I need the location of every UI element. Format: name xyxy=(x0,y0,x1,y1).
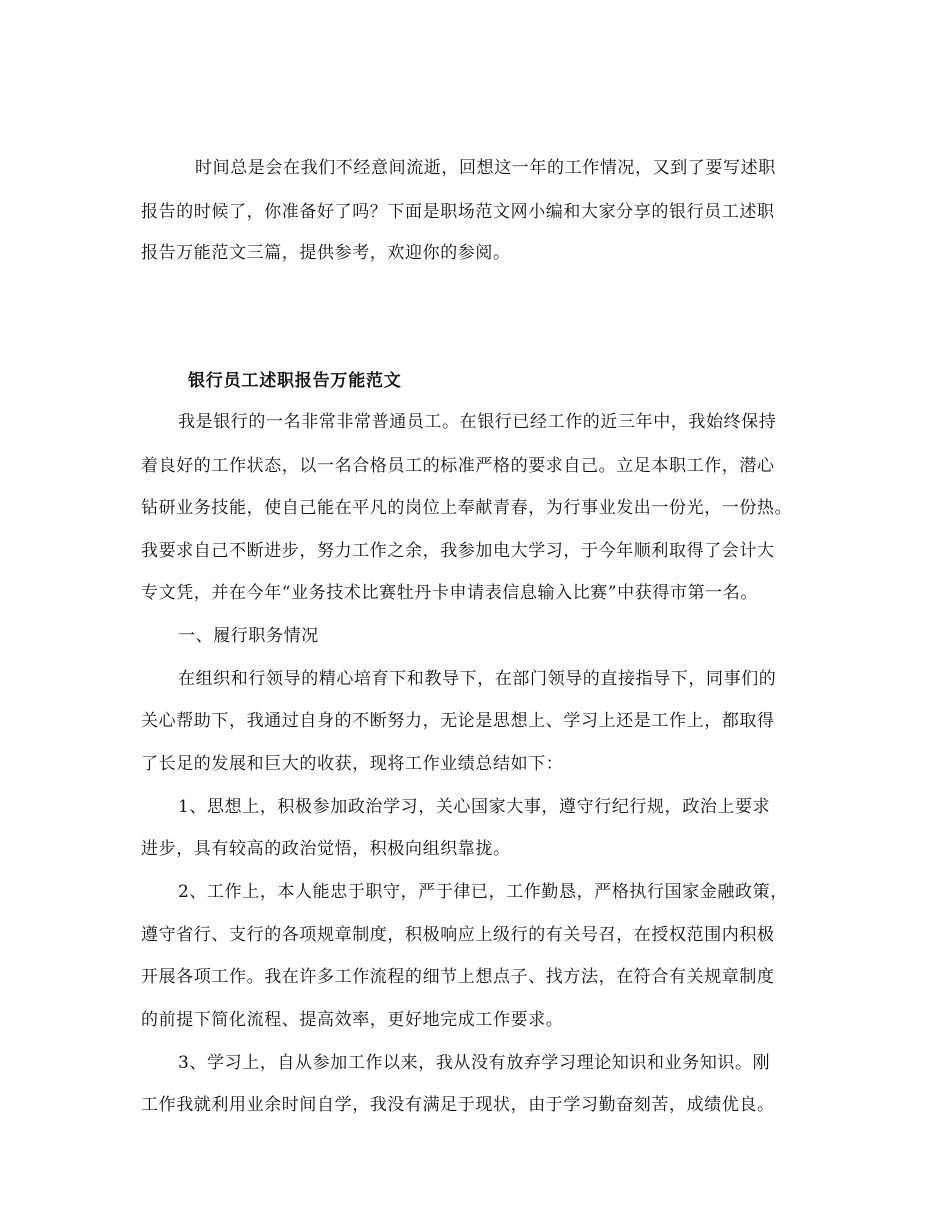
body-line-5: 专文凭，并在今年“业务技术比赛牡丹卡申请表信息输入比赛”中获得市第一名。 xyxy=(141,583,758,603)
intro-line-1: 时间总是会在我们不经意间流逝，回想这一年的工作情况，又到了要写述职 xyxy=(195,158,776,178)
item-3-line-2: 工作我就利用业余时间自学，我没有满足于现状，由于学习勤奋刻苦，成绩优良。 xyxy=(141,1095,775,1115)
body-line-3: 钻研业务技能，使自己能在平凡的岗位上奉献青春，为行事业发出一份光，一份热。 xyxy=(141,498,793,518)
body-line-4: 我要求自己不断进步，努力工作之余，我参加电大学习，于今年顺利取得了会计大 xyxy=(141,541,775,561)
item-2-line-3: 开展各项工作。我在许多工作流程的细节上想点子、找方法，在符合有关规章制度 xyxy=(141,967,775,987)
item-2-line-1: 2、工作上，本人能忠于职守，严于律已，工作勤恳，严格执行国家金融政策， xyxy=(178,882,788,902)
item-1-line-1: 1、思想上，积极参加政治学习，关心国家大事，遵守行纪行规，政治上要求 xyxy=(178,797,771,817)
body-line-6: 在组织和行领导的精心培育下和教导下，在部门领导的直接指导下，同事们的 xyxy=(178,669,777,689)
body-line-7: 关心帮助下，我通过自身的不断努力，无论是思想上、学习上还是工作上，都取得 xyxy=(141,711,775,731)
section-title: 银行员工述职报告万能范文 xyxy=(188,371,402,391)
item-3-line-1: 3、学习上，自从参加工作以来，我从没有放弃学习理论知识和业务知识。刚 xyxy=(178,1053,771,1073)
item-2-line-4: 的前提下简化流程、提高效率，更好地完成工作要求。 xyxy=(141,1010,564,1030)
intro-line-3: 报告万能范文三篇，提供参考，欢迎你的参阅。 xyxy=(141,243,511,263)
body-line-2: 着良好的工作状态，以一名合格员工的标准严格的要求自己。立足本职工作，潜心 xyxy=(141,456,775,476)
item-2-line-2: 遵守省行、支行的各项规章制度，积极响应上级行的有关号召，在授权范围内积极 xyxy=(141,925,775,945)
body-line-1: 我是银行的一名非常非常普通员工。在银行已经工作的近三年中，我始终保持 xyxy=(178,412,777,432)
subheading-duties: 一、履行职务情况 xyxy=(178,626,319,646)
body-line-8: 了长足的发展和巨大的收获，现将工作业绩总结如下： xyxy=(141,754,564,774)
intro-line-2: 报告的时候了，你准备好了吗？下面是职场范文网小编和大家分享的银行员工述职 xyxy=(141,202,775,222)
item-1-line-2: 进步，具有较高的政治觉悟，积极向组织靠拢。 xyxy=(141,839,511,859)
